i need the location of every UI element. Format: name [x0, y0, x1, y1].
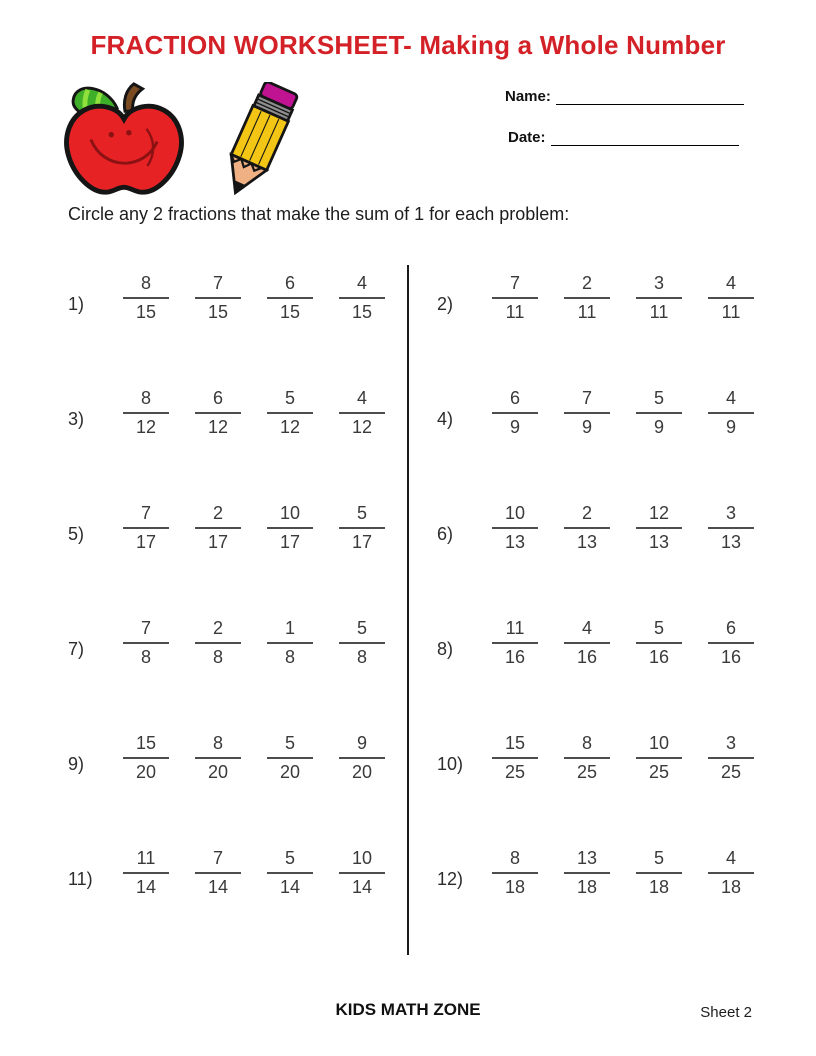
fraction-bar: [708, 527, 754, 529]
fraction[interactable]: [623, 503, 695, 553]
fraction-numerator: 8: [140, 273, 151, 293]
fraction-numerator: 4: [725, 273, 736, 293]
problem-number: 5): [68, 524, 85, 544]
fraction-bar: [267, 757, 313, 759]
problem-number: 3): [68, 409, 85, 429]
fraction-denominator: 15: [279, 302, 301, 322]
problem-number: 7): [68, 639, 85, 659]
problem-number: 8): [437, 639, 454, 659]
fraction-denominator: 20: [207, 762, 229, 782]
fraction[interactable]: [551, 848, 623, 898]
fraction-bar: [267, 527, 313, 529]
fraction[interactable]: [110, 848, 182, 898]
fraction[interactable]: [110, 273, 182, 323]
fraction-numerator: 1: [284, 618, 295, 638]
fraction-denominator: 25: [504, 762, 526, 782]
fraction-numerator: 4: [725, 848, 736, 868]
page-title: FRACTION WORKSHEET- Making a Whole Number: [90, 30, 726, 60]
name-field-row: [505, 88, 755, 105]
fraction-numerator: 12: [648, 503, 670, 523]
fraction-denominator: 13: [504, 532, 526, 552]
problem-row: [437, 840, 767, 955]
fraction-denominator: 11: [649, 302, 669, 322]
problem-number: 10): [437, 754, 464, 774]
fraction-numerator: 3: [653, 273, 664, 293]
fraction-denominator: 8: [140, 647, 151, 667]
pencil-icon: [205, 82, 315, 202]
fraction-numerator: 4: [581, 618, 592, 638]
fraction-numerator: 5: [653, 388, 664, 408]
fraction[interactable]: [326, 733, 398, 783]
fraction[interactable]: [551, 273, 623, 323]
fraction-bar: [564, 872, 610, 874]
fraction-bar: [492, 297, 538, 299]
fraction-numerator: 7: [509, 273, 520, 293]
fraction[interactable]: [254, 273, 326, 323]
fraction-numerator: 4: [356, 273, 367, 293]
fraction[interactable]: [326, 503, 398, 553]
fraction-numerator: 5: [356, 503, 367, 523]
fraction-denominator: 13: [720, 532, 742, 552]
fraction-denominator: 9: [509, 417, 520, 437]
fraction-bar: [708, 757, 754, 759]
fraction-denominator: 12: [351, 417, 373, 437]
fraction-bar: [267, 872, 313, 874]
fraction-denominator: 14: [207, 877, 229, 897]
fraction-bar: [708, 872, 754, 874]
problem-row: [68, 495, 398, 610]
problem-row: [68, 380, 398, 495]
brand-text: KIDS MATH ZONE: [335, 1000, 481, 1019]
fraction[interactable]: [254, 503, 326, 553]
fraction-numerator: 7: [212, 848, 223, 868]
fraction-bar: [267, 412, 313, 414]
problem-number: 9): [68, 754, 85, 774]
fraction-numerator: 15: [135, 733, 157, 753]
fraction-numerator: 4: [356, 388, 367, 408]
fraction-denominator: 11: [577, 302, 597, 322]
fraction-denominator: 11: [505, 302, 525, 322]
fraction[interactable]: [182, 388, 254, 438]
fraction-denominator: 12: [135, 417, 157, 437]
fraction-bar: [636, 642, 682, 644]
fraction-bar: [123, 527, 169, 529]
date-input-line[interactable]: [551, 131, 739, 146]
fraction[interactable]: [479, 503, 551, 553]
fraction-denominator: 18: [576, 877, 598, 897]
fraction-denominator: 15: [351, 302, 373, 322]
fraction-denominator: 18: [648, 877, 670, 897]
fraction[interactable]: [623, 618, 695, 668]
fraction-bar: [339, 412, 385, 414]
fraction-numerator: 5: [356, 618, 367, 638]
fraction-bar: [339, 642, 385, 644]
fraction-denominator: 12: [279, 417, 301, 437]
fraction[interactable]: [182, 273, 254, 323]
fraction-bar: [708, 642, 754, 644]
fraction-denominator: 17: [279, 532, 301, 552]
fraction-bar: [123, 757, 169, 759]
fraction-bar: [123, 872, 169, 874]
fraction[interactable]: [551, 503, 623, 553]
problem-row: [68, 840, 398, 955]
fraction-numerator: 5: [284, 848, 295, 868]
fraction-bar: [708, 412, 754, 414]
fraction-bar: [492, 642, 538, 644]
fraction-numerator: 3: [725, 733, 736, 753]
fraction-denominator: 25: [720, 762, 742, 782]
fraction-numerator: 3: [725, 503, 736, 523]
fraction-bar: [564, 297, 610, 299]
fraction-denominator: 15: [135, 302, 157, 322]
date-field-row: [505, 129, 755, 146]
fraction[interactable]: [551, 388, 623, 438]
fraction-bar: [123, 642, 169, 644]
fraction-denominator: 17: [207, 532, 229, 552]
fraction-numerator: 8: [509, 848, 520, 868]
fraction-numerator: 10: [504, 503, 526, 523]
fraction[interactable]: [695, 388, 767, 438]
fraction[interactable]: [551, 733, 623, 783]
fraction[interactable]: [695, 618, 767, 668]
fraction-denominator: 11: [721, 302, 741, 322]
name-input-line[interactable]: [556, 90, 744, 105]
date-label: Date:: [508, 129, 546, 146]
fraction-denominator: 18: [504, 877, 526, 897]
fraction-bar: [564, 642, 610, 644]
fraction-numerator: 5: [284, 388, 295, 408]
header-clipart: [60, 80, 310, 205]
fraction-bar: [339, 757, 385, 759]
fraction-bar: [636, 412, 682, 414]
fraction-numerator: 7: [140, 618, 151, 638]
fraction[interactable]: [326, 273, 398, 323]
fraction[interactable]: [623, 388, 695, 438]
fraction[interactable]: [695, 503, 767, 553]
name-label: Name:: [505, 88, 551, 105]
fraction-numerator: 10: [648, 733, 670, 753]
fraction-numerator: 13: [576, 848, 598, 868]
fraction[interactable]: [254, 388, 326, 438]
fraction-numerator: 5: [653, 848, 664, 868]
fraction-denominator: 9: [653, 417, 664, 437]
problem-row: [68, 725, 398, 840]
fraction-denominator: 16: [720, 647, 742, 667]
problem-row: [437, 495, 767, 610]
student-fields: [505, 88, 755, 170]
fraction-denominator: 16: [576, 647, 598, 667]
fraction-numerator: 6: [212, 388, 223, 408]
fraction-numerator: 6: [284, 273, 295, 293]
fraction-denominator: 13: [576, 532, 598, 552]
fraction[interactable]: [479, 618, 551, 668]
fraction-bar: [195, 757, 241, 759]
fraction-denominator: 20: [135, 762, 157, 782]
fraction[interactable]: [110, 388, 182, 438]
fraction-bar: [267, 297, 313, 299]
problem-row: [68, 610, 398, 725]
fraction-bar: [564, 412, 610, 414]
fraction-numerator: 7: [212, 273, 223, 293]
problem-number: 2): [437, 294, 454, 314]
fraction-numerator: 10: [279, 503, 301, 523]
fraction[interactable]: [695, 273, 767, 323]
fraction-bar: [492, 527, 538, 529]
fraction-bar: [267, 642, 313, 644]
fraction-numerator: 2: [581, 273, 592, 293]
fraction-numerator: 6: [509, 388, 520, 408]
fraction[interactable]: [326, 618, 398, 668]
apple-icon: [60, 80, 188, 202]
fraction-bar: [195, 642, 241, 644]
fraction[interactable]: [110, 733, 182, 783]
fraction[interactable]: [182, 503, 254, 553]
fraction[interactable]: [110, 618, 182, 668]
problem-number: 1): [68, 294, 85, 314]
fraction[interactable]: [623, 733, 695, 783]
fraction-bar: [636, 297, 682, 299]
fraction[interactable]: [182, 618, 254, 668]
fraction-denominator: 25: [648, 762, 670, 782]
fraction-bar: [339, 872, 385, 874]
problem-row: [437, 380, 767, 495]
fraction-denominator: 17: [135, 532, 157, 552]
fraction[interactable]: [623, 848, 695, 898]
fraction-denominator: 17: [351, 532, 373, 552]
fraction-denominator: 12: [207, 417, 229, 437]
fraction-bar: [492, 412, 538, 414]
fraction-numerator: 7: [140, 503, 151, 523]
fraction-denominator: 8: [356, 647, 367, 667]
fraction-denominator: 14: [135, 877, 157, 897]
fraction-denominator: 16: [648, 647, 670, 667]
fraction-numerator: 8: [212, 733, 223, 753]
problem-number: 6): [437, 524, 454, 544]
fraction[interactable]: [695, 848, 767, 898]
fraction[interactable]: [479, 388, 551, 438]
fraction-numerator: 5: [284, 733, 295, 753]
fraction-bar: [564, 527, 610, 529]
fraction-denominator: 20: [279, 762, 301, 782]
problems-column-left: [68, 265, 398, 955]
fraction[interactable]: [254, 733, 326, 783]
problems-column-right: [437, 265, 767, 955]
fraction[interactable]: [254, 618, 326, 668]
fraction[interactable]: [479, 273, 551, 323]
fraction-denominator: 20: [351, 762, 373, 782]
fraction-numerator: 8: [581, 733, 592, 753]
fraction-denominator: 9: [725, 417, 736, 437]
fraction[interactable]: [254, 848, 326, 898]
fraction-denominator: 25: [576, 762, 598, 782]
fraction-bar: [195, 527, 241, 529]
fraction-numerator: 4: [725, 388, 736, 408]
fraction-numerator: 6: [725, 618, 736, 638]
fraction-numerator: 11: [136, 848, 156, 868]
fraction-denominator: 8: [284, 647, 295, 667]
fraction-denominator: 9: [581, 417, 592, 437]
problem-number: 12): [437, 869, 464, 889]
fraction-bar: [564, 757, 610, 759]
sheet-label: Sheet 2: [700, 1004, 752, 1021]
problem-number: 4): [437, 409, 454, 429]
fraction-numerator: 11: [505, 618, 525, 638]
column-divider: [407, 265, 409, 955]
fraction[interactable]: [182, 848, 254, 898]
fraction-bar: [708, 297, 754, 299]
fraction[interactable]: [695, 733, 767, 783]
fraction[interactable]: [479, 848, 551, 898]
fraction-bar: [636, 527, 682, 529]
fraction[interactable]: [110, 503, 182, 553]
fraction-bar: [339, 527, 385, 529]
fraction-numerator: 5: [653, 618, 664, 638]
fraction-bar: [195, 297, 241, 299]
fraction-numerator: 10: [351, 848, 373, 868]
fraction-denominator: 14: [279, 877, 301, 897]
fraction-denominator: 18: [720, 877, 742, 897]
fraction-denominator: 13: [648, 532, 670, 552]
fraction-numerator: 2: [212, 618, 223, 638]
problem-row: [68, 265, 398, 380]
fraction-bar: [492, 757, 538, 759]
problem-number: 11): [68, 869, 93, 889]
fraction-numerator: 7: [581, 388, 592, 408]
fraction-bar: [636, 872, 682, 874]
fraction[interactable]: [182, 733, 254, 783]
problems-area: [0, 265, 816, 955]
fraction-numerator: 9: [356, 733, 367, 753]
fraction-denominator: 16: [504, 647, 526, 667]
fraction-bar: [195, 872, 241, 874]
fraction-numerator: 2: [212, 503, 223, 523]
fraction-bar: [492, 872, 538, 874]
fraction-bar: [636, 757, 682, 759]
problem-row: [437, 610, 767, 725]
fraction-denominator: 14: [351, 877, 373, 897]
fraction-bar: [123, 297, 169, 299]
fraction-numerator: 15: [504, 733, 526, 753]
fraction-numerator: 8: [140, 388, 151, 408]
fraction-denominator: 8: [212, 647, 223, 667]
fraction[interactable]: [551, 618, 623, 668]
fraction[interactable]: [479, 733, 551, 783]
fraction[interactable]: [623, 273, 695, 323]
fraction-bar: [123, 412, 169, 414]
problem-row: [437, 725, 767, 840]
fraction[interactable]: [326, 848, 398, 898]
fraction-numerator: 2: [581, 503, 592, 523]
fraction-bar: [339, 297, 385, 299]
fraction[interactable]: [326, 388, 398, 438]
instruction-text: Circle any 2 fractions that make the sum of 1 for each problem:: [68, 204, 570, 224]
fraction-bar: [195, 412, 241, 414]
fraction-denominator: 15: [207, 302, 229, 322]
problem-row: [437, 265, 767, 380]
